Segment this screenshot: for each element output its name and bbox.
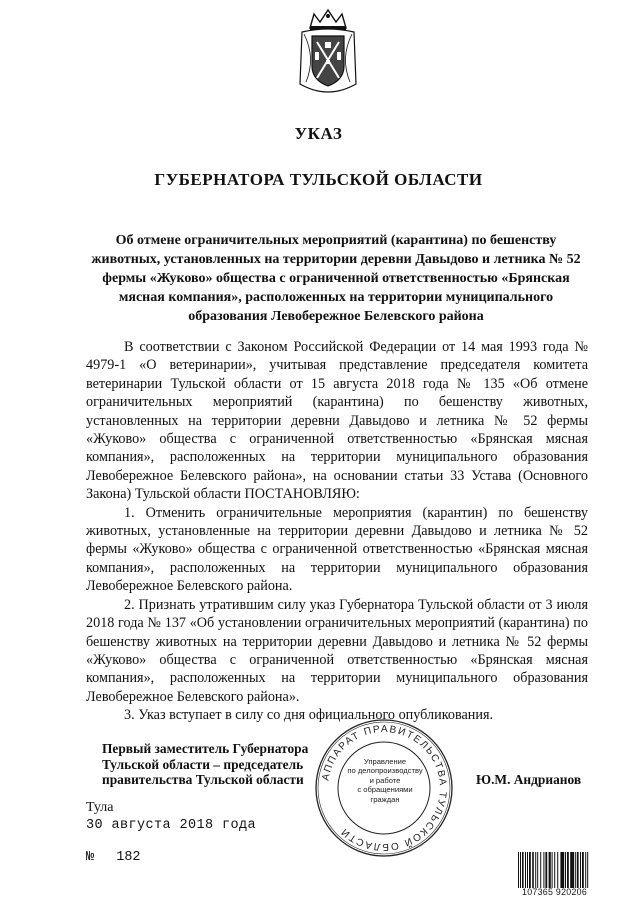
decree-heading: Об отмене ограничительных мероприятий (карантина) по бешенству животных, установленных на территории деревни Давыдово и летника № 52 фермы «Жуково» общества с ограниченной ответственностью «Брянская мясная компания», расположенных на территории муниципального образования Левобережное Белевского района [91, 233, 581, 324]
signer-position-line: правительства Тульской области [102, 772, 304, 787]
barcode-bar [535, 852, 536, 888]
number-value: 182 [116, 850, 141, 865]
signing-date: 30 августа 2018 года [86, 818, 257, 833]
barcode-bar [582, 852, 584, 888]
barcode-bar [543, 852, 544, 888]
barcode-bar [532, 852, 534, 888]
barcode-bar [522, 852, 524, 888]
stamp-center-text [346, 757, 424, 804]
document-title: УКАЗ [294, 124, 343, 143]
barcode-bar [560, 852, 562, 888]
item-1-paragraph: 1. Отменить ограничительные мероприятия (карантин) по бешенству животных, установленные на территории деревни Давыдово и летника № 52 фермы «Жуково» общества с ограниченной ответственностью «Брянская мясная компания», расположенных на территории муниципального образования Левобережное Белевского района. [86, 504, 588, 595]
document-subtitle: ГУБЕРНАТОРА ТУЛЬСКОЙ ОБЛАСТИ [154, 170, 483, 189]
number-sign: № [86, 850, 95, 865]
barcode-number: 107365 920206 [522, 887, 588, 897]
signer-name: Ю.М. Андрианов [476, 772, 582, 787]
barcode-bar [527, 852, 528, 888]
barcode-bar [580, 852, 581, 888]
barcode-bar [549, 852, 551, 888]
coat-of-arms-emblem [296, 8, 360, 100]
barcode-bar [545, 852, 547, 888]
preamble-paragraph: В соответствии с Законом Российской Федерации от 14 мая 1993 года № 4979-1 «О ветеринарии», учитывая представление председателя комитета ветеринарии Тульской области от 15 августа 2018 года № 135 «Об отмене ограничительных мероприятий (карантина) по бешенству животных, установленных на территории деревни Давыдово и летника № 52 фермы «Жуково» общества с ограниченной ответственностью «Брянская мясная компания», расположенных на территории муниципального образования Левобережное Белевского района», на основании статьи 33 Устава (Основного Закона) Тульской области ПОСТАНОВЛЯЮ: [86, 339, 588, 503]
stamp-line: Управление [363, 757, 407, 766]
barcode-bar [562, 852, 564, 888]
barcode-bar [537, 852, 538, 888]
barcode-bar [554, 852, 555, 888]
barcode-bar [557, 852, 558, 888]
stamp-line: и работе [369, 775, 401, 785]
signing-city: Тула [86, 800, 114, 815]
item-2-paragraph: 2. Признать утратившим силу указ Губернатора Тульской области от 3 июля 2018 года № 137 «Об установлении ограничительных мероприятий (карантина) по бешенству животных на территории деревни Давыдово и летника № 52 фермы «Жуково» общества с ограниченной ответственностью «Брянская мясная компания», расположенных на территории муниципального образования Левобережное Белевского района». [86, 596, 588, 705]
signer-position-line: Первый заместитель Губернатора [102, 741, 309, 756]
barcode-bar [567, 852, 569, 888]
signer-position-line: Тульской области – председатель [102, 756, 304, 772]
barcode-bar [525, 852, 526, 888]
barcode-bar [572, 852, 574, 888]
barcode-bar [570, 852, 572, 888]
barcode-bar [575, 852, 576, 888]
barcode-bar [540, 852, 541, 888]
barcode-bar [518, 852, 519, 888]
stamp-line: граждан [370, 794, 400, 804]
barcode-bar [520, 852, 521, 888]
barcode-bar [585, 852, 586, 888]
stamp-line: по делопроизводству [347, 766, 423, 776]
barcode-bar [565, 852, 566, 888]
decree-number [86, 850, 141, 865]
barcode-bar [552, 852, 553, 888]
stamp-ring-text: АППАРАТ ПРАВИТЕЛЬСТВА ТУЛЬСКОЙ ОБЛАСТИ [320, 723, 449, 853]
decree-body [86, 338, 588, 725]
barcode-bar [529, 852, 531, 888]
item-3-paragraph: 3. Указ вступает в силу со дня официального опубликования. [124, 707, 494, 724]
barcode-bar [587, 852, 588, 888]
stamp-line: с обращениями [357, 785, 413, 795]
barcode-bar [577, 852, 579, 888]
